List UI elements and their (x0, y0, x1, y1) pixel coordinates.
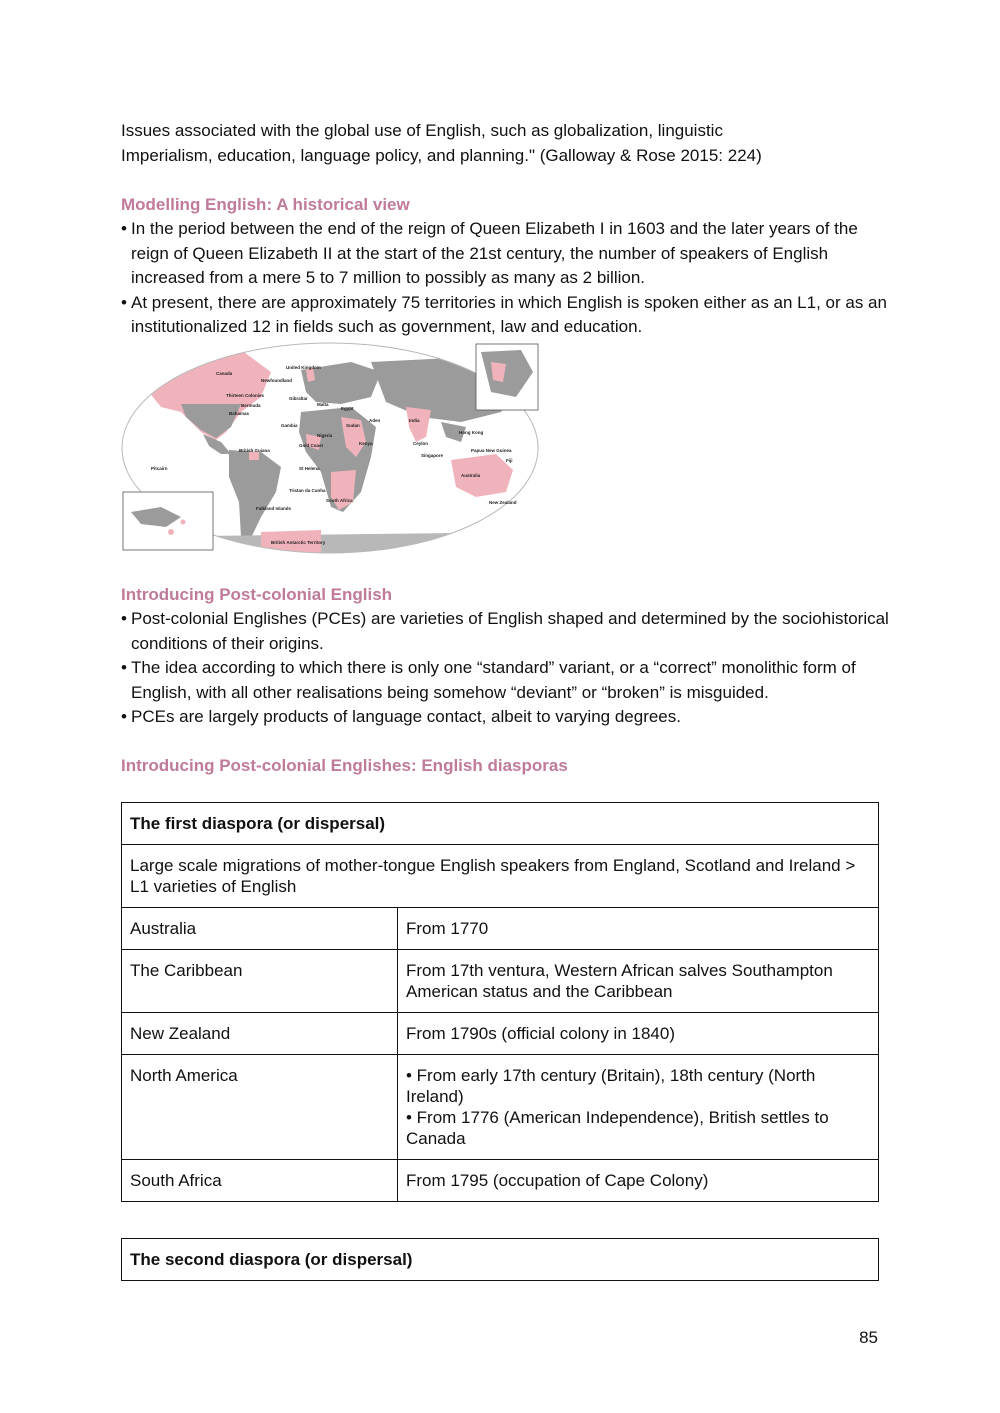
table-row (122, 1160, 879, 1202)
page-number: 85 (859, 1328, 878, 1347)
detail-cell (398, 1160, 879, 1202)
first-diaspora-table (121, 802, 879, 1202)
table-title: The second diaspora (or dispersal) (122, 1239, 879, 1281)
detail-cell (398, 950, 879, 1013)
table-description: Large scale migrations of mother-tongue English speakers from England, Scotland and Ireland > L1 varieties of English (122, 845, 879, 908)
map-label: Australia (461, 473, 481, 478)
map-label: Egypt (341, 406, 354, 411)
map-label: Fiji (506, 458, 513, 463)
new-zealand-shape (517, 492, 525, 510)
map-label: Gibraltar (289, 396, 308, 401)
intro-line-2: Imperialism, education, language policy, and planning." (Galloway & Rose 2015: 224) (121, 145, 762, 165)
table-row (122, 845, 879, 908)
map-label: Pitcairn (151, 466, 168, 471)
map-label: India (409, 418, 420, 423)
table-row (122, 908, 879, 950)
map-label: Gold Coast (299, 443, 324, 448)
section-heading-historical: Modelling English: A historical view (121, 195, 410, 214)
table-row (122, 1239, 879, 1281)
map-label: Bermuda (241, 403, 261, 408)
map-label: Papua New Guinea (471, 448, 512, 453)
map-label: Kenya (359, 441, 373, 446)
map-label: Tristan da Cunha (289, 488, 326, 493)
map-label: Bahamas (229, 411, 250, 416)
bullet-item: • In the period between the end of the reign of Queen Elizabeth I in 1603 and the later years of the reign of Queen Elizabeth II at the start of the 21st century, the number of speakers of English increased from a mere 5 to 7 million to possibly as many as 2 billion. (121, 217, 891, 291)
intro-paragraph (121, 119, 891, 168)
map-label: British Guiana (239, 448, 270, 453)
map-label: St Helena (299, 466, 320, 471)
intro-line-1: Issues associated with the global use of English, such as globalization, linguistic (121, 121, 723, 140)
detail-line: From 1790s (official colony in 1840) (406, 1024, 675, 1043)
map-label: Singapore (421, 453, 444, 458)
map-label: Thirteen Colonies (226, 393, 265, 398)
map-label: Nigeria (317, 433, 333, 438)
bullet-item: • At present, there are approximately 75 territories in which English is spoken either as an L1, or as an institutionalized 12 in fields such as government, law and education. (121, 291, 891, 340)
map-label: Ceylon (413, 441, 429, 446)
historical-bullet-list (121, 217, 891, 340)
map-label: Hong Kong (459, 430, 484, 435)
map-label: Malta (317, 402, 329, 407)
country-cell: Australia (122, 908, 398, 950)
map-label: New Zealand (489, 500, 517, 505)
detail-cell (398, 908, 879, 950)
country-cell: North America (122, 1055, 398, 1160)
country-cell: New Zealand (122, 1013, 398, 1055)
detail-line: • From early 17th century (Britain), 18th century (North Ireland) (406, 1066, 816, 1106)
detail-line: • From 1776 (American Independence), British settles to Canada (406, 1108, 829, 1148)
map-label: South Africa (326, 498, 353, 503)
british-guiana-shape (249, 452, 259, 460)
section-heading-diasporas: Introducing Post-colonial Englishes: English diasporas (121, 756, 568, 775)
section-heading-postcolonial: Introducing Post-colonial English (121, 585, 393, 604)
map-label: Falkland Islands (256, 506, 292, 511)
map-label: Gambia (281, 423, 298, 428)
detail-line: From 1770 (406, 919, 489, 938)
map-label: Aden (369, 418, 381, 423)
map-label: United Kingdom (286, 365, 321, 370)
bullet-item: • The idea according to which there is only one “standard” variant, or a “correct” monolithic form of English, with all other realisations being somehow “deviant” or “broken” is misguided. (121, 656, 891, 705)
map-label: Newfoundland (261, 378, 292, 383)
detail-cell (398, 1013, 879, 1055)
country-cell: The Caribbean (122, 950, 398, 1013)
country-cell: South Africa (122, 1160, 398, 1202)
map-label: Sudan (346, 423, 360, 428)
postcolonial-bullet-list (121, 607, 891, 730)
table-row (122, 950, 879, 1013)
map-label: British Antarctic Territory (271, 540, 326, 545)
second-diaspora-table (121, 1238, 879, 1281)
bullet-item: • Post-colonial Englishes (PCEs) are varieties of English shaped and determined by the sociohistorical conditions of their origins. (121, 607, 891, 656)
table-row (122, 1055, 879, 1160)
bullet-item: • PCEs are largely products of language contact, albeit to varying degrees. (121, 705, 891, 730)
table-row (122, 1013, 879, 1055)
british-empire-map (121, 342, 540, 554)
detail-line: From 1795 (occupation of Cape Colony) (406, 1171, 709, 1190)
detail-cell (398, 1055, 879, 1160)
detail-line: From 17th ventura, Western African salves Southampton American status and the Caribbean (406, 961, 833, 1001)
table-title: The first diaspora (or dispersal) (122, 803, 879, 845)
map-label: Canada (216, 371, 233, 376)
table-row (122, 803, 879, 845)
